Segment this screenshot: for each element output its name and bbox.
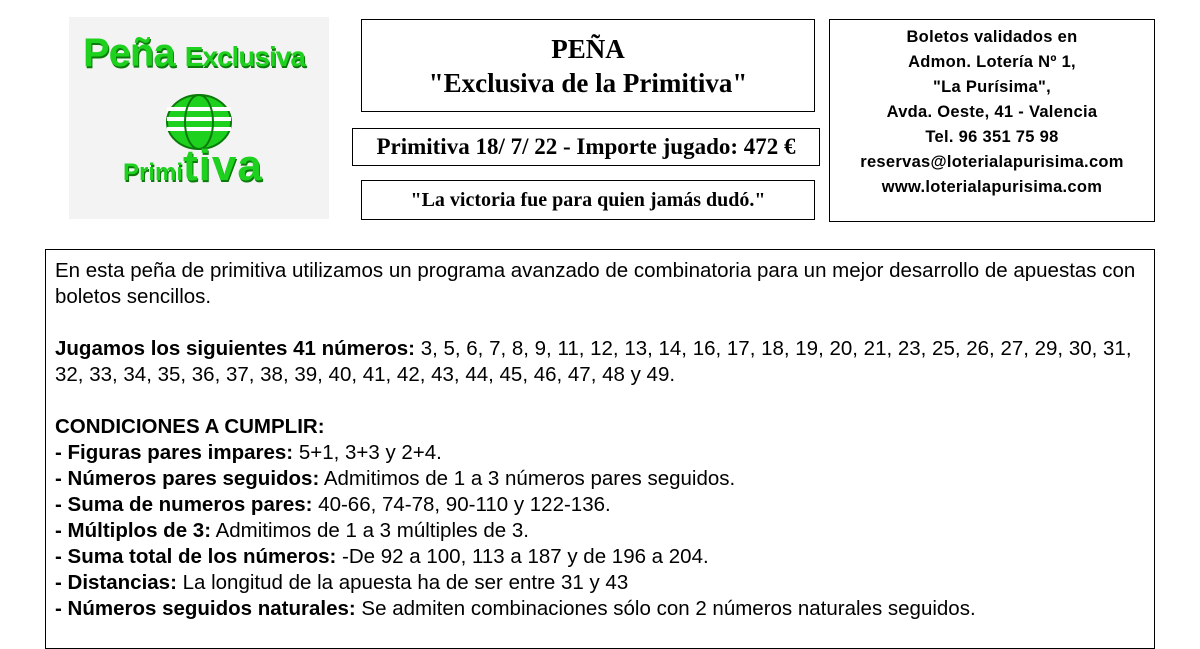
condition-item bbox=[55, 596, 1145, 622]
numbers-paragraph bbox=[55, 336, 1145, 388]
info-line: Admon. Lotería Nº 1, bbox=[908, 53, 1076, 71]
numbers-label: Jugamos los siguientes 41 números: bbox=[55, 337, 415, 360]
condition-item bbox=[55, 466, 1145, 492]
logo-text-bottom bbox=[123, 141, 263, 191]
condition-text: 40-66, 74-78, 90-110 y 122-136. bbox=[312, 493, 611, 516]
validation-info-box bbox=[829, 19, 1155, 222]
condition-label: - Figuras pares impares: bbox=[55, 441, 294, 464]
logo-word-pena: Peña bbox=[83, 31, 175, 75]
conditions-title-text: CONDICIONES A CUMPLIR: bbox=[55, 415, 325, 438]
conditions-title bbox=[55, 414, 1145, 440]
condition-text: Se admiten combinaciones sólo con 2 números naturales seguidos. bbox=[355, 597, 976, 620]
condition-item bbox=[55, 544, 1145, 570]
title-line-2: "Exclusiva de la Primitiva" bbox=[428, 68, 748, 98]
condition-item bbox=[55, 518, 1145, 544]
logo-text-top bbox=[83, 31, 305, 76]
main-content-box bbox=[45, 249, 1155, 649]
condition-label: - Números seguidos naturales: bbox=[55, 597, 356, 620]
condition-text: 5+1, 3+3 y 2+4. bbox=[293, 441, 442, 464]
condition-text: Admitimos de 1 a 3 múltiples de 3. bbox=[211, 519, 529, 542]
condition-label: - Distancias: bbox=[55, 571, 177, 594]
condition-item bbox=[55, 440, 1145, 466]
info-email: reservas@loterialapurisima.com bbox=[860, 153, 1124, 171]
info-line: Avda. Oeste, 41 - Valencia bbox=[886, 103, 1098, 121]
info-line: Boletos validados en bbox=[906, 28, 1078, 46]
condition-text: -De 92 a 100, 113 a 187 y de 196 a 204. bbox=[336, 545, 709, 568]
condition-item bbox=[55, 570, 1145, 596]
draw-info-box: Primitiva 18/ 7/ 22 - Importe jugado: 472 € bbox=[352, 128, 820, 166]
condition-item bbox=[55, 492, 1145, 518]
condition-label: - Números pares seguidos: bbox=[55, 467, 320, 490]
condition-label: - Suma de numeros pares: bbox=[55, 493, 313, 516]
intro-paragraph: En esta peña de primitiva utilizamos un programa avanzado de combinatoria para un mejor desarrollo de apuestas con boletos sencillos. bbox=[55, 259, 1136, 308]
info-phone: Tel. 96 351 75 98 bbox=[925, 128, 1059, 146]
title-box bbox=[361, 19, 815, 112]
condition-label: - Múltiplos de 3: bbox=[55, 519, 212, 542]
condition-label: - Suma total de los números: bbox=[55, 545, 337, 568]
condition-text: La longitud de la apuesta ha de ser entre 31 y 43 bbox=[176, 571, 629, 594]
logo-word-tiva: tiva bbox=[183, 141, 263, 190]
logo-word-exclusiva: Exclusiva bbox=[184, 41, 305, 72]
info-website: www.loterialapurisima.com bbox=[881, 178, 1103, 196]
logo-word-primi: Primi bbox=[123, 159, 184, 186]
info-line: "La Purísima", bbox=[933, 78, 1051, 96]
condition-text: Admitimos de 1 a 3 números pares seguidos. bbox=[319, 467, 736, 490]
pena-logo bbox=[69, 17, 329, 219]
quote-box: "La victoria fue para quien jamás dudó." bbox=[361, 180, 815, 220]
numbers-list: 3, 5, 6, 7, 8, 9, 11, 12, 13, 14, 16, 17, 18, 19, 20, 21, 23, 25, 26, 27, 29, 30, 31, 32, 33, 34, 35, 36, 37, 38, 39, 40, 41, 42, 43, 44, 45, 46, 47, 48 y 49. bbox=[55, 337, 1132, 386]
title-line-1: PEÑA bbox=[551, 34, 625, 64]
